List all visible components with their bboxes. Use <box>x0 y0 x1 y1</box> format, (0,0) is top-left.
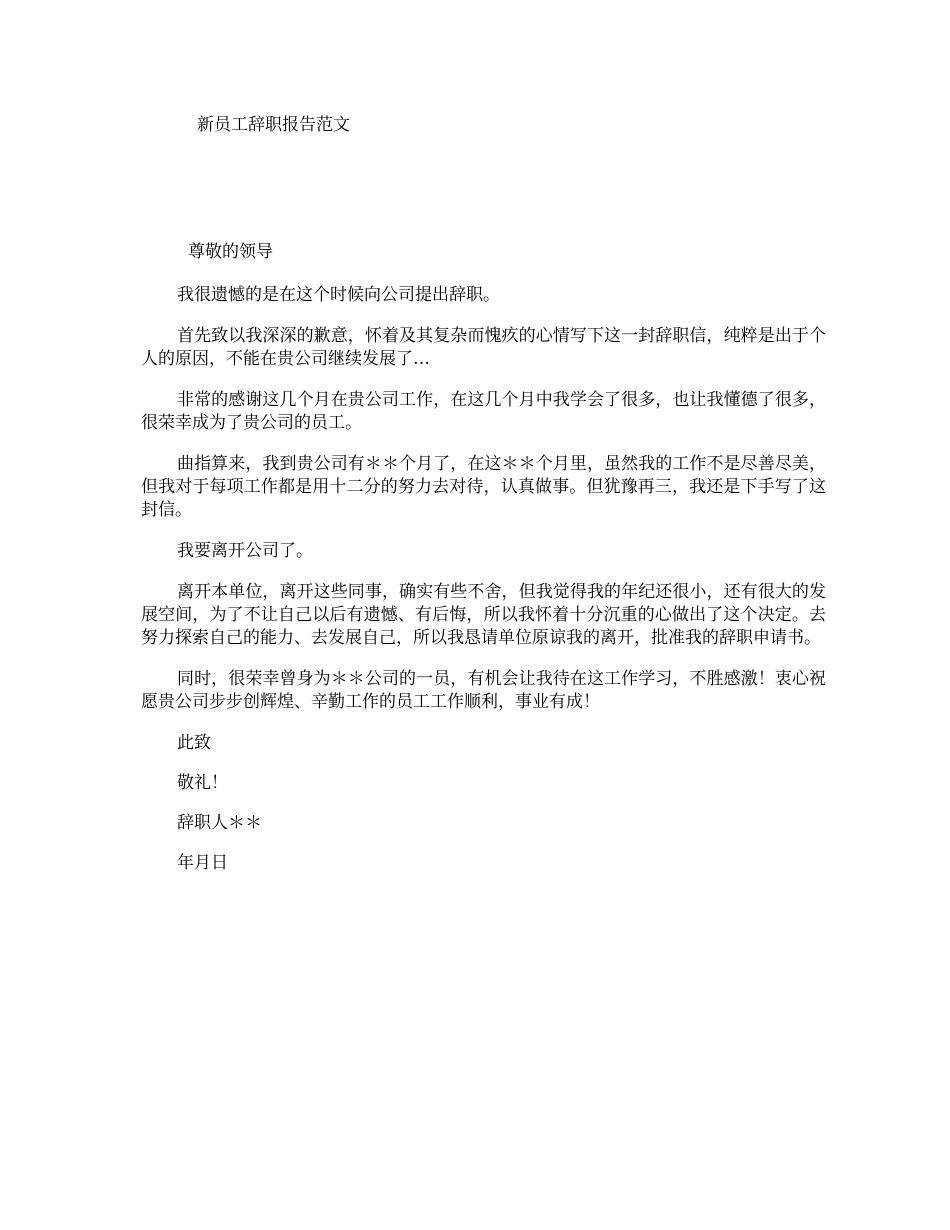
closing-line: 此致 <box>177 733 211 753</box>
closing-salute: 敬礼！ <box>177 773 228 793</box>
date-line: 年月日 <box>177 853 228 873</box>
salutation: 尊敬的领导 <box>188 242 273 262</box>
signature: 辞职人＊＊ <box>177 813 262 833</box>
paragraph: 首先致以我深深的歉意，怀着及其复杂而愧疚的心情写下这一封辞职信，纯粹是出于个人的原因，不能在贵公司继续发展了… <box>141 326 826 369</box>
paragraph: 曲指算来，我到贵公司有＊＊个月了，在这＊＊个月里，虽然我的工作不是尽善尽美，但我对于每项工作都是用十二分的努力去对待，认真做事。但犹豫再三，我还是下手写了这封信。 <box>141 454 826 520</box>
document-title: 新员工辞职报告范文 <box>197 115 350 135</box>
paragraph: 我要离开公司了。 <box>177 541 313 561</box>
paragraph: 同时，很荣幸曾身为＊＊公司的一员，有机会让我待在这工作学习，不胜感激！衷心祝愿贵公司步步创辉煌、辛勤工作的员工工作顺利，事业有成！ <box>141 669 826 712</box>
paragraph: 离开本单位，离开这些同事，确实有些不舍，但我觉得我的年纪还很小，还有很大的发展空间，为了不让自己以后有遗憾、有后悔，所以我怀着十分沉重的心做出了这个决定。去努力探索自己的能力、去发展自己，所以我恳请单位原谅我的离开，批准我的辞职申请书。 <box>141 582 826 648</box>
paragraph: 我很遗憾的是在这个时候向公司提出辞职。 <box>177 285 500 305</box>
letter-body <box>141 284 826 892</box>
paragraph: 非常的感谢这几个月在贵公司工作，在这几个月中我学会了很多，也让我懂德了很多，很荣幸成为了贵公司的员工。 <box>141 390 826 433</box>
